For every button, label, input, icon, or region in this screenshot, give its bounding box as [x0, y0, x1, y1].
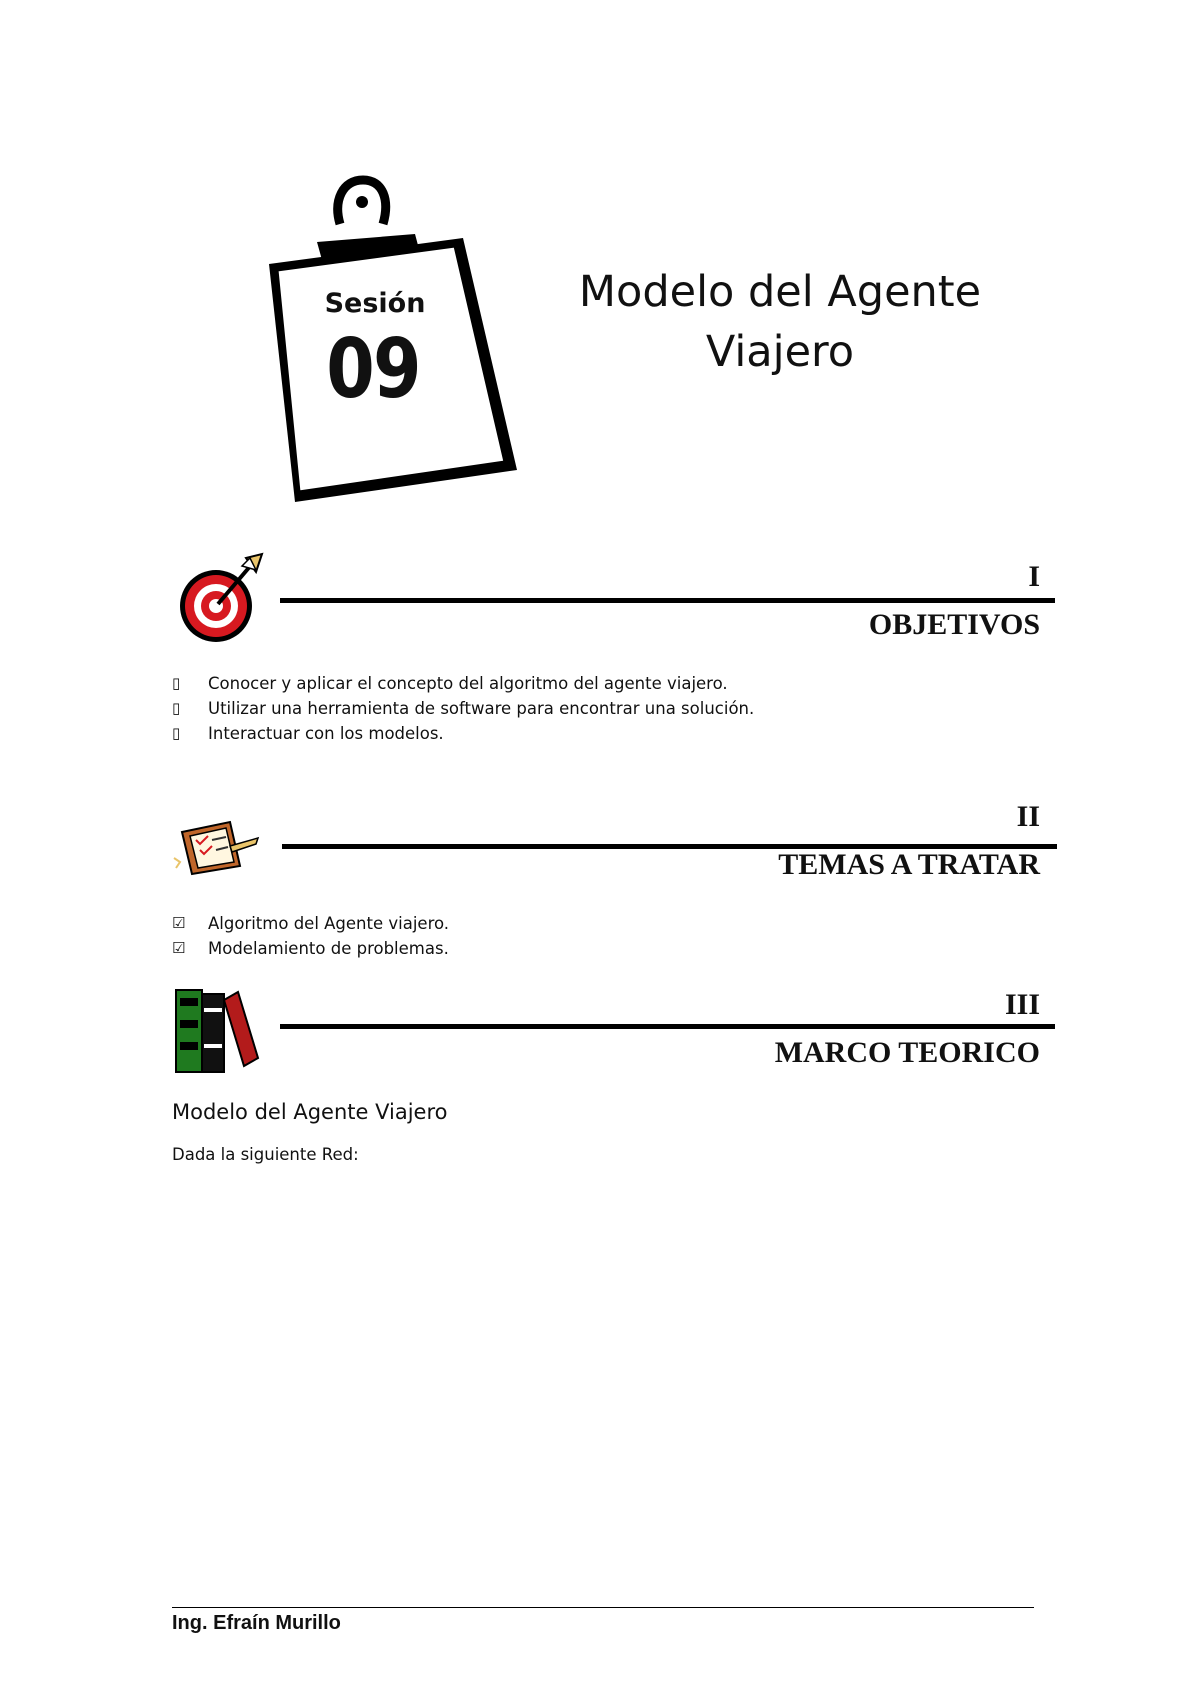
subsection-title: Modelo del Agente Viajero	[172, 1100, 448, 1124]
square-bullet-icon: ▯	[172, 674, 181, 692]
checkbox-edit-icon: ☑	[172, 914, 186, 932]
section-divider	[280, 1024, 1055, 1029]
title-line-2: Viajero	[705, 327, 855, 377]
footer-divider	[172, 1607, 1034, 1608]
square-bullet-icon: ▯	[172, 699, 181, 717]
section-title: OBJETIVOS	[868, 608, 1040, 641]
footer-author: Ing. Efraín Murillo	[172, 1612, 341, 1634]
objectives-list: ▯ Conocer y aplicar el concepto del algoritmo del agente viajero. ▯ Utilizar una herramienta de software para encontrar una solución. ▯ Interactuar con los modelos.	[172, 674, 755, 743]
topics-list: ☑ Algoritmo del Agente viajero. ☑ Modelamiento de problemas.	[172, 914, 450, 958]
section-number: I	[1028, 560, 1040, 593]
session-number: 09	[326, 322, 420, 417]
clipboard-checklist-icon	[172, 818, 262, 876]
title-line-1: Modelo del Agente	[578, 267, 982, 317]
section-number: III	[1004, 988, 1040, 1021]
square-bullet-icon: ▯	[172, 724, 181, 742]
checkbox-edit-icon: ☑	[172, 939, 186, 957]
target-dart-icon	[176, 552, 268, 646]
section-title: TEMAS A TRATAR	[778, 848, 1040, 881]
section-divider	[280, 598, 1055, 603]
books-icon	[172, 984, 264, 1076]
paragraph: Dada la siguiente Red:	[172, 1145, 359, 1164]
session-label: Sesión	[324, 288, 426, 319]
section-title: MARCO TEORICO	[774, 1036, 1040, 1069]
document-title	[560, 262, 1000, 382]
section-number: II	[1016, 800, 1040, 833]
